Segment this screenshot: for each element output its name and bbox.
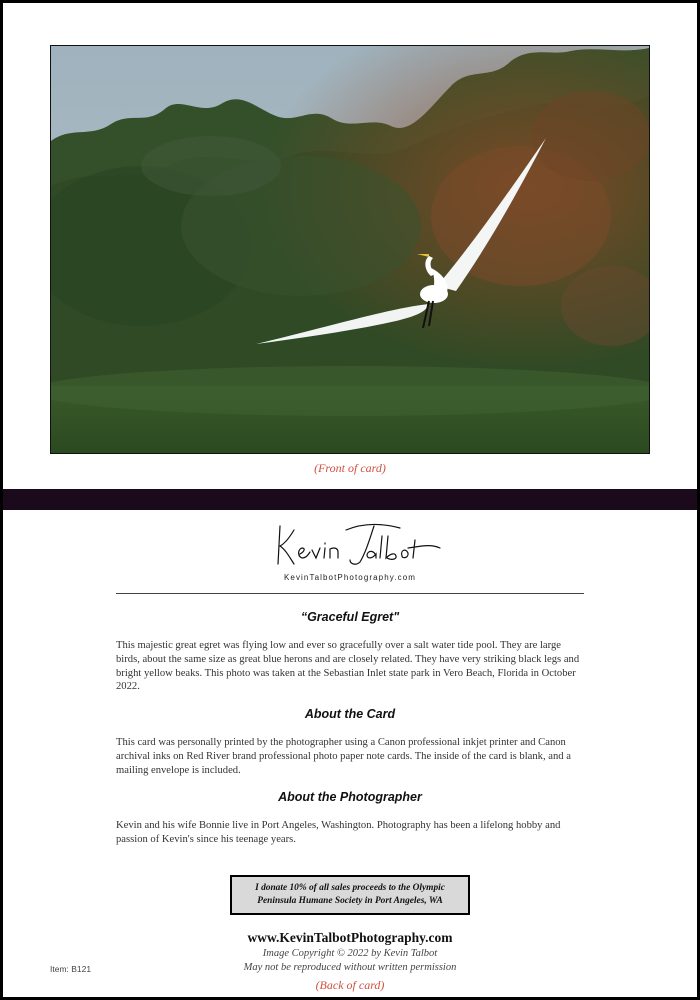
signature-logo (250, 518, 450, 574)
section-heading-about-photographer: About the Photographer (278, 790, 422, 804)
card-divider-bar (3, 489, 697, 510)
donation-note-box (230, 875, 470, 915)
donation-note-text: I donate 10% of all sales proceeds to the Olympic Peninsula Humane Society in Port Angeles, WA (255, 883, 445, 906)
header-rule (116, 593, 584, 594)
front-caption: (Front of card) (314, 461, 386, 475)
back-caption: (Back of card) (315, 978, 385, 992)
website-link[interactable]: www.KevinTalbotPhotography.com (247, 930, 453, 945)
section-heading-title: “Graceful Egret" (300, 610, 400, 624)
section-body-description: This majestic great egret was flying low and ever so gracefully over a salt water tide pool. They are large birds, about the same size as great blue herons and are closely related. They have very striking black legs and bright yellow beaks. This photo was taken at the Sebastian Inlet state park in Vero Beach, Florida in October 2022. (116, 640, 580, 693)
logo-subtext: KevinTalbotPhotography.com (283, 573, 417, 582)
copyright-line: Image Copyright © 2022 by Kevin Talbot (262, 948, 438, 959)
reproduction-notice: May not be reproduced without written permission (243, 962, 457, 973)
section-body-about-photographer: Kevin and his wife Bonnie live in Port Angeles, Washington. Photography has been a lifelong hobby and passion of Kevin's since his teenage years. (116, 820, 561, 845)
section-body-about-card: This card was personally printed by the photographer using a Canon professional inkjet printer and Canon archival inks on Red River brand professional photo paper note cards. The inside of the card is blank, and a mailing envelope is included. (116, 737, 571, 776)
front-card-photo (50, 45, 650, 454)
section-heading-about-card: About the Card (304, 707, 396, 721)
item-number: Item: B121 (50, 964, 92, 974)
